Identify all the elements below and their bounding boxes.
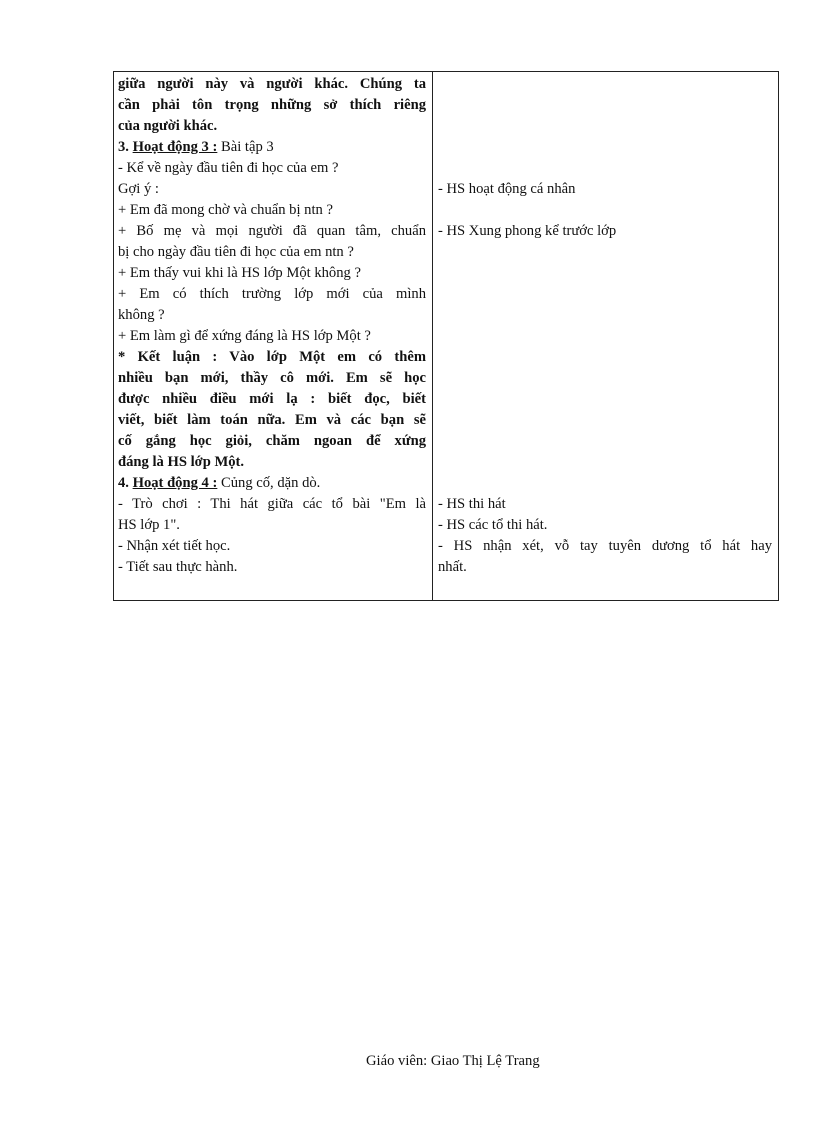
conclusion-line: được nhiều điều mới lạ : biết đọc, biết: [118, 391, 426, 407]
text-line: - HS các tổ thi hát.: [438, 517, 548, 533]
text-line: + Em đã mong chờ và chuẩn bị ntn ?: [118, 202, 333, 218]
activity-subtitle: Bài tập 3: [221, 139, 274, 155]
text-line: không ?: [118, 307, 165, 323]
text-line: HS lớp 1".: [118, 517, 180, 533]
text-line: + Bố mẹ và mọi người đã quan tâm, chuẩn: [118, 223, 426, 239]
text-line: - HS hoạt động cá nhân: [438, 181, 576, 197]
text-line: giữa người này và người khác. Chúng ta: [118, 76, 426, 92]
conclusion-line: đáng là HS lớp Một.: [118, 454, 245, 470]
text-line: + Em có thích trường lớp mới của mình: [118, 286, 426, 302]
lesson-table: [113, 71, 779, 601]
teacher-signature: Giáo viên: Giao Thị Lệ Trang: [366, 1053, 540, 1069]
teacher-activities-column: [118, 74, 426, 578]
text-line: - HS thi hát: [438, 496, 506, 512]
text-line: - Nhận xét tiết học.: [118, 538, 231, 554]
activity-3-heading: [118, 137, 426, 158]
text-line: nhất.: [438, 559, 467, 575]
conclusion-line: * Kết luận : Vào lớp Một em có thêm: [118, 349, 426, 365]
activity-title: Hoạt động 4 :: [132, 475, 218, 491]
text-line: cần phải tôn trọng những sở thích riêng: [118, 97, 426, 113]
text-line: - Trò chơi : Thi hát giữa các tổ bài "Em là: [118, 496, 426, 512]
conclusion-line: nhiều bạn mới, thầy cô mới. Em sẽ học: [118, 370, 426, 386]
text-line: - Kể về ngày đầu tiên đi học của em ?: [118, 160, 339, 176]
student-activities-column: [438, 74, 772, 578]
text-line: + Em thấy vui khi là HS lớp Một không ?: [118, 265, 361, 281]
activity-4-heading: [118, 473, 426, 494]
activity-subtitle: Củng cố, dặn dò.: [221, 475, 321, 491]
text-line: - Tiết sau thực hành.: [118, 559, 238, 575]
activity-title: Hoạt động 3 :: [132, 139, 218, 155]
text-line: - HS nhận xét, vỗ tay tuyên dương tổ hát hay: [438, 538, 772, 554]
text-line: + Em làm gì để xứng đáng là HS lớp Một ?: [118, 328, 371, 344]
activity-number: 3.: [118, 139, 129, 155]
text-line: Gợi ý :: [118, 181, 159, 197]
text-line: bị cho ngày đầu tiên đi học của em ntn ?: [118, 244, 354, 260]
activity-number: 4.: [118, 475, 129, 491]
column-divider: [432, 72, 433, 600]
conclusion-line: viết, biết làm toán nữa. Em và các bạn sẽ: [118, 412, 426, 428]
text-line: của người khác.: [118, 118, 218, 134]
text-line: - HS Xung phong kể trước lớp: [438, 223, 617, 239]
conclusion-line: cố gắng học giỏi, chăm ngoan để xứng: [118, 433, 426, 449]
